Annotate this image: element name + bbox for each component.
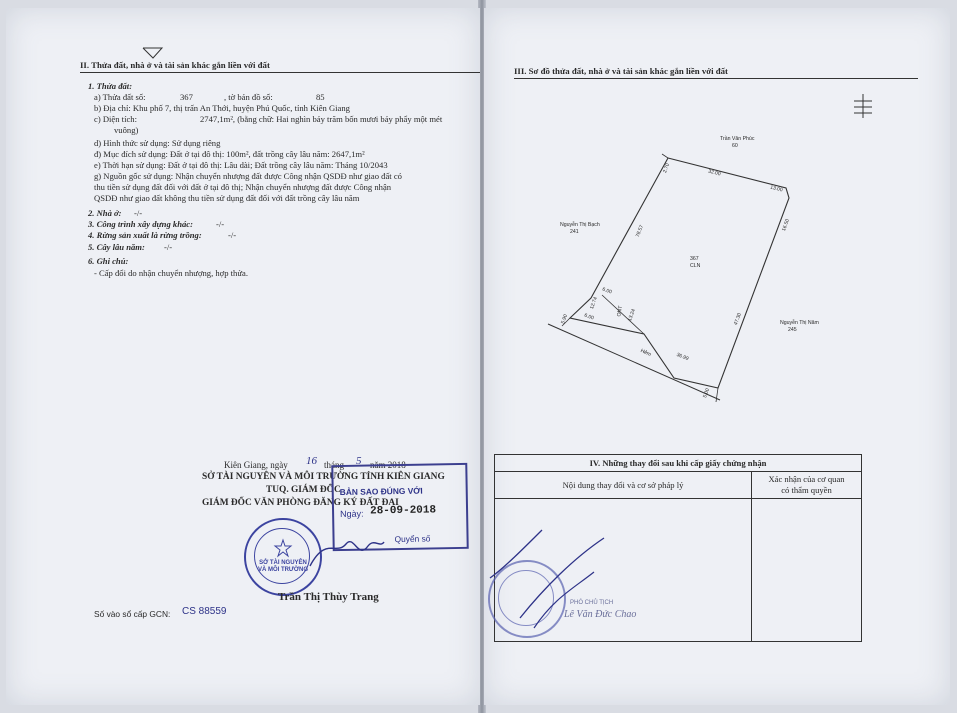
neighbor-left-name: Nguyễn Thị Bạch — [560, 222, 600, 228]
usage-origin: g) Nguồn gốc sử dụng: Nhận chuyển nhượng đất được Công nhận QSDĐ như giao đất có — [94, 171, 402, 181]
usage-purpose: đ) Mục đích sử dụng: Đất ở tại đô thị: 100m², đất trồng cây lâu năm: 2647,1m² — [94, 149, 365, 159]
parcel-number: 367 — [180, 92, 193, 102]
area-value: 2747,1m², (bằng chữ: Hai nghìn bảy trăm bốn mươi bảy phẩy một mét — [200, 114, 443, 124]
house-heading: 2. Nhà ở: — [88, 208, 122, 218]
column-confirm-header — [752, 472, 862, 499]
copy-stamp-date-label: Ngày: — [340, 508, 364, 520]
dim-inner-1: 6.00 — [601, 286, 613, 296]
copy-stamp-text: BẢN SAO ĐÚNG VỚI — [339, 485, 423, 498]
changes-signer-title: PHÓ CHỦ TỊCH — [570, 600, 614, 606]
right-page — [484, 8, 950, 705]
signer-name: Trần Thị Thùy Trang — [278, 591, 379, 603]
forest-value: -/- — [228, 230, 237, 240]
parcel-number-label: a) Thửa đất số: — [94, 92, 146, 102]
road-label: Hẻm — [639, 348, 652, 358]
note-heading: 6. Ghi chú: — [88, 256, 129, 266]
dim-top-a: 2.70 — [662, 162, 672, 174]
parcel-heading: 1. Thửa đất: — [88, 81, 133, 91]
authority-delegation: TUQ. GIÁM ĐỐC — [266, 485, 341, 495]
dim-top-b: 32.00 — [707, 168, 722, 178]
registry-number: CS 88559 — [182, 606, 227, 617]
column-confirm-line2: có thẩm quyền — [781, 485, 832, 495]
neighbor-top-number: 60 — [732, 143, 738, 149]
construction-heading: 3. Công trình xây dựng khác: — [88, 219, 193, 229]
map-sheet-label: , tờ bản đồ số: — [224, 92, 273, 102]
pen-strokes-icon — [484, 508, 684, 658]
section-ii-title: II. Thửa đất, nhà ở và tài sản khác gắn liền với đất — [80, 60, 270, 70]
construction-value: -/- — [216, 219, 225, 229]
usage-form: d) Hình thức sử dụng: Sử dụng riêng — [94, 138, 221, 148]
neighbor-right-number: 245 — [788, 327, 797, 333]
neighbor-left-number: 241 — [570, 229, 579, 235]
road-edge — [548, 324, 720, 400]
issue-date-day: 16 — [306, 455, 317, 467]
column-confirm-line1: Xác nhận của cơ quan — [768, 474, 845, 484]
note-text: - Cấp đổi do nhận chuyển nhượng, hợp thửa. — [94, 268, 248, 278]
usage-origin-line2: thu tiền sử dụng đất đối với đất ở tại đô thị; Nhận chuyển nhượng đất được Công nhận — [94, 182, 392, 192]
neighbor-right-name: Nguyễn Thị Năm — [780, 320, 819, 326]
area-value-cont: vuông) — [114, 125, 139, 135]
issue-date-month-label: tháng — [324, 460, 344, 470]
section-iv-title: IV. Những thay đổi sau khi cấp giấy chứng nhận — [495, 455, 862, 472]
perennial-value: -/- — [164, 242, 173, 252]
section-iii-title: III. Sơ đồ thửa đất, nhà ở và tài sản khác gắn liền với đất — [514, 66, 728, 76]
registry-label: Số vào sổ cấp GCN: — [94, 609, 171, 619]
usage-origin-line3: QSDĐ như giao đất không thu tiền sử dụng đất đối với đất trồng cây lâu năm — [94, 193, 360, 203]
changes-signer-name: Lê Văn Đức Chao — [564, 609, 637, 620]
issue-date-year: năm 2018 — [370, 460, 406, 470]
dim-corner: 5.90 — [560, 313, 570, 325]
dim-bottom-end: 5.00 — [702, 387, 712, 399]
director-signature-icon — [306, 526, 386, 576]
parcel-label-sub: ONT — [616, 305, 625, 318]
change-confirm-cell — [752, 499, 862, 642]
issue-date-month: 5 — [356, 455, 362, 467]
area-label: c) Diện tích: — [94, 114, 137, 124]
triangle-mark-icon — [142, 46, 164, 60]
dim-bottom: 36.99 — [675, 351, 690, 363]
dim-inner-2: 12.74 — [589, 296, 599, 311]
dim-right: 47.30 — [733, 312, 743, 327]
copy-stamp-date: 28-09-2018 — [369, 504, 437, 518]
dim-inner-4: 6.00 — [583, 312, 595, 322]
perennial-heading: 5. Cây lâu năm: — [88, 242, 145, 252]
authority-office: GIÁM ĐỐC VĂN PHÒNG ĐĂNG KÝ ĐẤT ĐAI — [202, 498, 399, 508]
section-ii-rule — [80, 72, 480, 73]
left-page — [6, 8, 480, 705]
issue-date-prefix: Kiên Giang, ngày — [224, 460, 288, 470]
column-content-header: Nội dung thay đổi và cơ sở pháp lý — [495, 472, 752, 499]
dim-inner-3: 13.24 — [627, 308, 637, 323]
map-sheet-number: 85 — [316, 92, 325, 102]
parcel-label-number: 367 — [690, 256, 699, 262]
dim-top-c: 13.00 — [769, 184, 784, 194]
copy-stamp-book: Quyển số — [394, 533, 431, 545]
dim-left: 78.57 — [634, 224, 646, 239]
dim-right-top: 16.50 — [781, 218, 791, 233]
parcel-label-type: CLN — [690, 263, 701, 269]
seal-text: SỞ TÀI NGUYÊN VÀ MÔI TRƯỜNG — [257, 560, 309, 573]
neighbor-top-name: Trần Văn Phúc — [720, 136, 755, 142]
house-value: -/- — [134, 208, 143, 218]
extension-line-top — [662, 154, 668, 158]
authority-name: SỞ TÀI NGUYÊN VÀ MÔI TRƯỜNG TỈNH KIÊN GIANG — [202, 472, 445, 482]
forest-heading: 4. Rừng sản xuất là rừng trồng: — [88, 230, 202, 240]
usage-term: e) Thời hạn sử dụng: Đất ở tại đô thị: Lâu dài; Đất trồng cây lâu năm: Tháng 10/2043 — [94, 160, 388, 170]
extension-line-right — [716, 388, 718, 402]
parcel-address: b) Địa chỉ: Khu phố 7, thị trấn An Thới, huyện Phú Quốc, tỉnh Kiên Giang — [94, 103, 350, 113]
